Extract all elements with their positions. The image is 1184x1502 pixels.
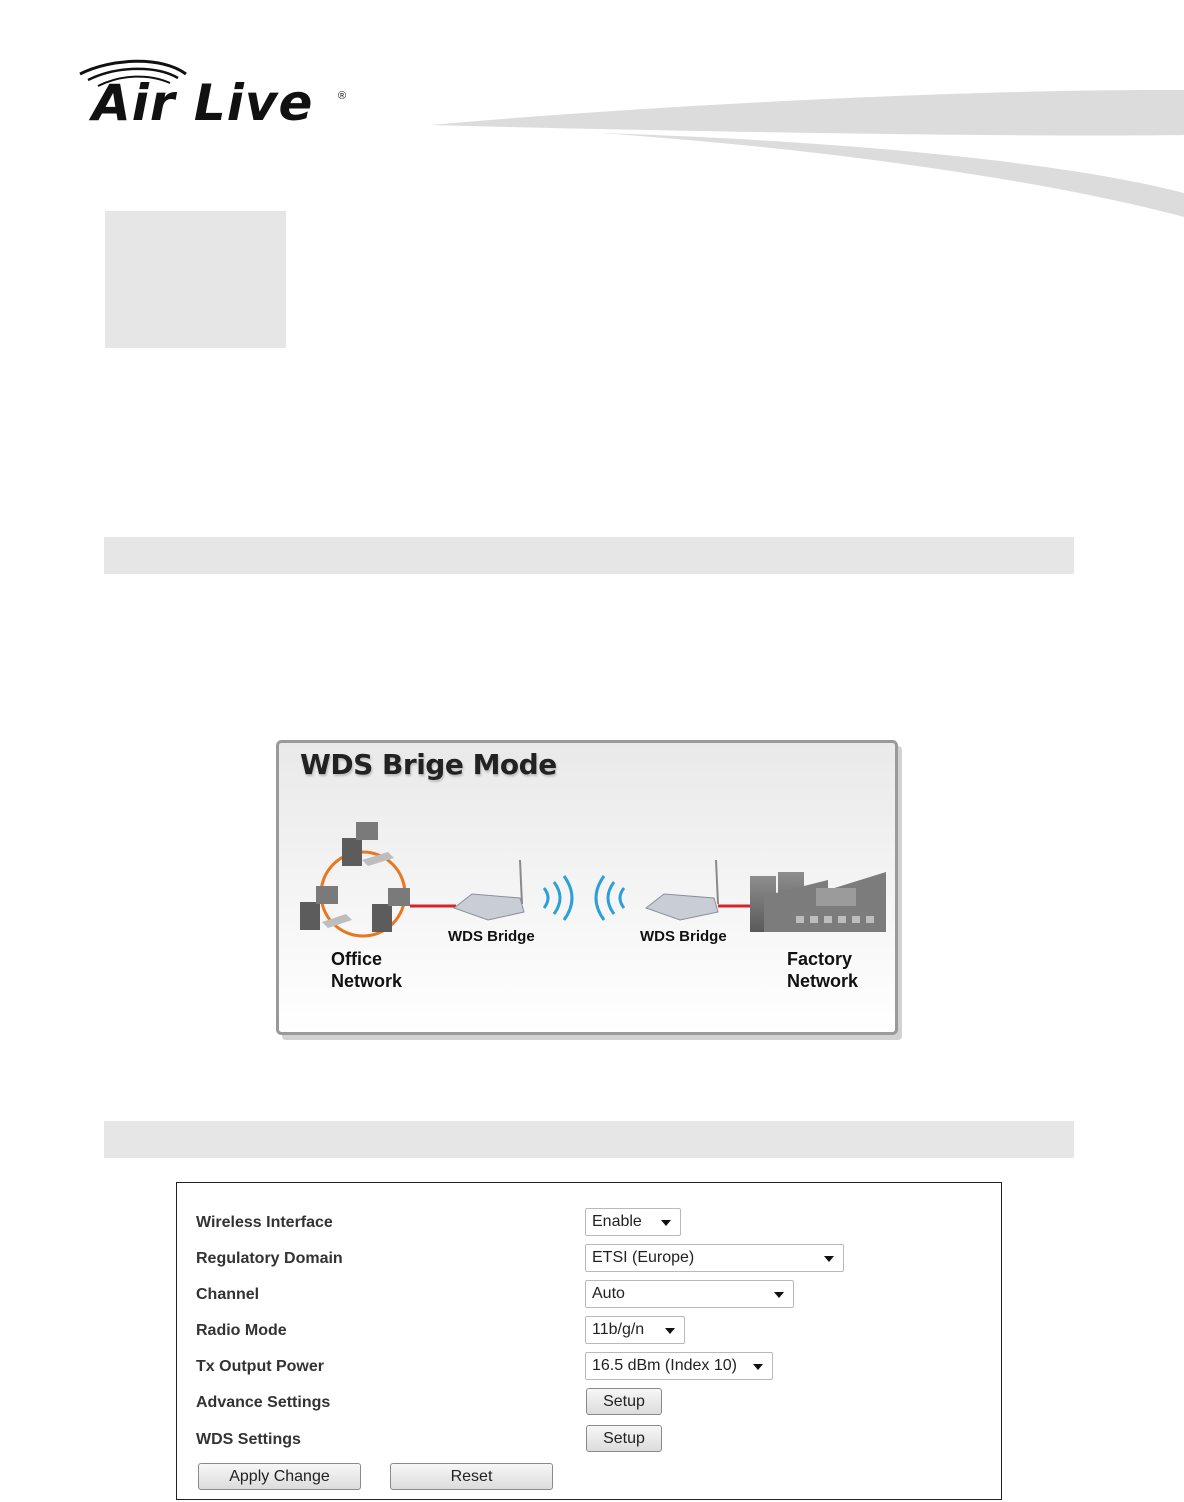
office-label-line2: Network	[331, 971, 403, 991]
diagram-graphic	[276, 740, 904, 1042]
wds-bridge-diagram	[276, 740, 904, 1042]
advance-settings-label: Advance Settings	[196, 1394, 331, 1411]
factory-label-line2: Network	[787, 971, 859, 991]
row-radio-mode	[196, 1316, 986, 1348]
row-wds-settings	[196, 1425, 986, 1457]
wireless-settings-panel	[176, 1182, 1002, 1500]
regulatory-domain-select[interactable]	[585, 1244, 844, 1272]
channel-label: Channel	[196, 1286, 260, 1303]
factory-label-line1: Factory	[787, 949, 853, 969]
row-advance-settings	[196, 1388, 986, 1420]
section-heading-bar	[104, 1121, 1074, 1158]
wds-settings-setup-button[interactable]: Setup	[586, 1425, 662, 1452]
bridge-right-label: WDS Bridge	[640, 928, 727, 945]
radio-mode-label: Radio Mode	[196, 1322, 287, 1339]
row-tx-output-power	[196, 1352, 986, 1384]
channel-select[interactable]	[585, 1280, 794, 1308]
logo-wordmark: Air Live	[92, 74, 314, 132]
regulatory-domain-label: Regulatory Domain	[196, 1250, 343, 1267]
diagram-title: WDS Brige Mode	[300, 748, 557, 781]
wireless-interface-value: Enable	[592, 1213, 642, 1230]
bridge-left-label: WDS Bridge	[448, 928, 535, 945]
section-heading-bar	[104, 537, 1074, 574]
chevron-down-icon	[665, 1328, 675, 1334]
chevron-down-icon	[753, 1364, 763, 1370]
registered-mark: ®	[338, 90, 347, 102]
airlive-logo	[72, 52, 362, 136]
radio-mode-select[interactable]	[585, 1316, 685, 1344]
wds-settings-label: WDS Settings	[196, 1431, 301, 1448]
tx-output-power-label: Tx Output Power	[196, 1358, 324, 1375]
row-wireless-interface	[196, 1208, 986, 1240]
apply-change-button[interactable]: Apply Change	[198, 1463, 361, 1490]
channel-value: Auto	[592, 1285, 625, 1302]
row-regulatory-domain	[196, 1244, 986, 1276]
chevron-down-icon	[774, 1292, 784, 1298]
radio-mode-value: 11b/g/n	[592, 1321, 645, 1338]
row-channel	[196, 1280, 986, 1312]
chevron-down-icon	[661, 1220, 671, 1226]
wireless-interface-select[interactable]	[585, 1208, 681, 1236]
advance-settings-setup-button[interactable]: Setup	[586, 1388, 662, 1415]
chevron-down-icon	[824, 1256, 834, 1262]
chapter-number-box	[105, 211, 286, 348]
wireless-interface-label: Wireless Interface	[196, 1214, 333, 1231]
header-swoosh-graphic	[430, 85, 1184, 225]
reset-button[interactable]: Reset	[390, 1463, 553, 1490]
tx-output-power-value: 16.5 dBm (Index 10)	[592, 1357, 737, 1374]
office-label-line1: Office	[331, 949, 383, 969]
office-network-label	[331, 948, 402, 992]
factory-network-label	[787, 948, 858, 992]
regulatory-domain-value: ETSI (Europe)	[592, 1249, 695, 1266]
tx-output-power-select[interactable]	[585, 1352, 773, 1380]
